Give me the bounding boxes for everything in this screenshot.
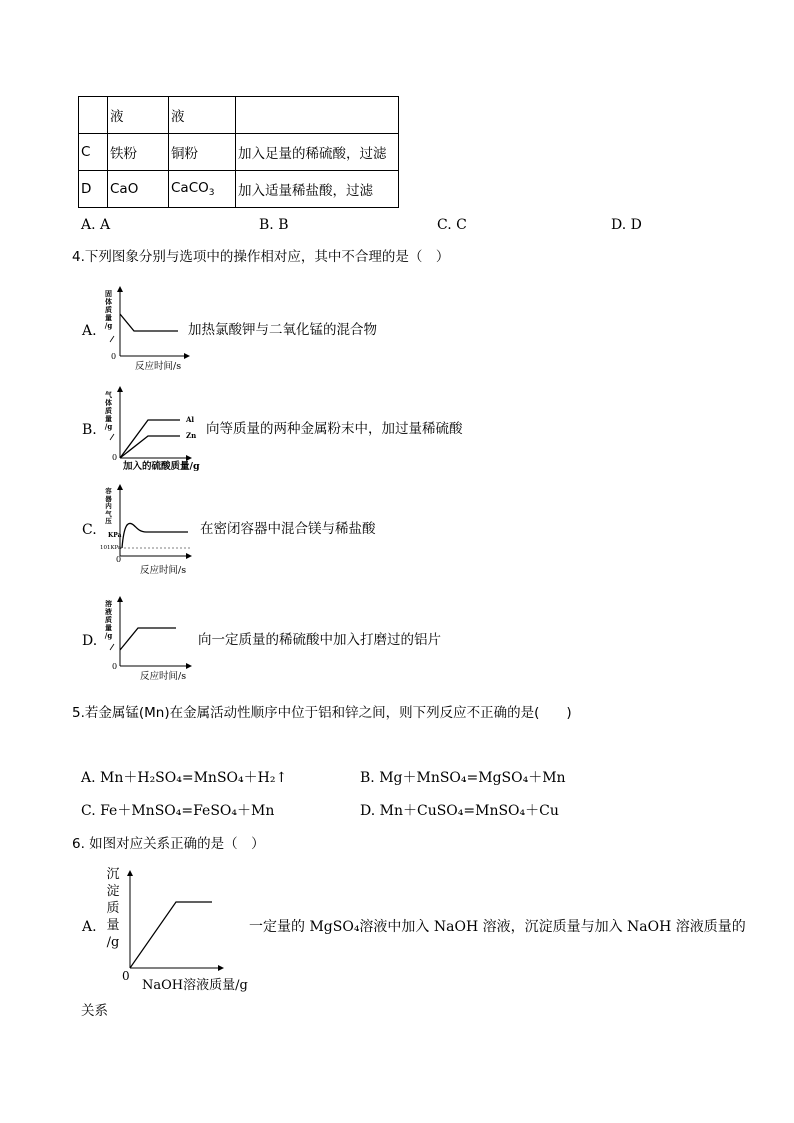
table-row: 液 液	[79, 97, 399, 134]
series-zn: Zn	[186, 431, 197, 440]
q4-c-xlabel: 反应时间/s	[140, 565, 187, 576]
q6-a-xlabel: NaOH溶液质量/g	[142, 978, 248, 993]
q4-a-label[interactable]: A.	[82, 323, 97, 339]
q3-option-c[interactable]: C. C	[437, 217, 467, 233]
q4-stem: 4.下列图象分别与选项中的操作相对应，其中不合理的是（ ）	[72, 249, 450, 265]
q4-d-label[interactable]: D.	[82, 633, 98, 649]
q3-option-b[interactable]: B. B	[259, 217, 289, 233]
q5-option-c[interactable]: C. Fe＋MnSO₄=FeSO₄＋Mn	[81, 803, 275, 819]
q6-a-label[interactable]: A.	[82, 919, 97, 935]
q5-option-b[interactable]: B. Mg＋MnSO₄=MgSO₄＋Mn	[360, 770, 566, 786]
q6-a-text-cont: 关系	[81, 1003, 108, 1019]
q4-b-ylabel: 气 体 质 量 /g	[104, 390, 113, 431]
q4-c-ref: 101KPa	[100, 545, 122, 551]
q3-option-d[interactable]: D. D	[611, 217, 642, 233]
q6-a-graph	[118, 864, 228, 974]
q4-d-ylabel: 溶 液 质 量 /g	[104, 599, 113, 640]
q4-b-text: 向等质量的两种金属粉末中，加过量稀硫酸	[206, 421, 463, 437]
q4-d-text: 向一定质量的稀硫酸中加入打磨过的铝片	[198, 632, 441, 648]
q4-d-xlabel: 反应时间/s	[140, 671, 187, 682]
q5-option-d[interactable]: D. Mn＋CuSO₄=MnSO₄＋Cu	[360, 803, 559, 819]
q6-a-text: 一定量的 MgSO₄溶液中加入 NaOH 溶液，沉淀质量与加入 NaOH 溶液质量的	[249, 919, 746, 935]
q3-option-a[interactable]: A. A	[81, 217, 111, 233]
q6-stem: 6. 如图对应关系正确的是（ ）	[72, 836, 265, 852]
table-row: D CaO CaCO$_3$ 加入适量稀盐酸，过滤	[79, 171, 399, 208]
q5-option-a[interactable]: A. Mn＋H₂SO₄=MnSO₄＋H₂↑	[81, 770, 288, 786]
q4-c-graph	[100, 484, 200, 574]
series-al: Al	[186, 415, 195, 424]
q4-b-xlabel: 加入的硫酸质量/g	[123, 461, 200, 472]
q4-a-ylabel: 固 体 质 量 /g	[104, 289, 113, 330]
table-cell-caco3: CaCO$_3$	[169, 171, 236, 208]
q4-c-ylabel: 容 器 内 气 压	[105, 487, 112, 525]
q4-c-text: 在密闭容器中混合镁与稀盐酸	[200, 521, 376, 537]
q4-b-label[interactable]: B.	[82, 422, 97, 438]
options-table	[78, 96, 399, 208]
table-row: C 铁粉 铜粉 加入足量的稀硫酸，过滤	[79, 134, 399, 171]
q4-c-label[interactable]: C.	[82, 522, 97, 538]
q5-stem: 5.若金属锰(Mn)在金属活动性顺序中位于铝和锌之间，则下列反应不正确的是( )	[72, 705, 572, 721]
q4-a-xlabel: 反应时间/s	[135, 361, 182, 372]
q4-a-text: 加热氯酸钾与二氧化锰的混合物	[188, 322, 377, 338]
q6-a-ylabel: 沉 淀 质 量 /g	[106, 867, 120, 950]
